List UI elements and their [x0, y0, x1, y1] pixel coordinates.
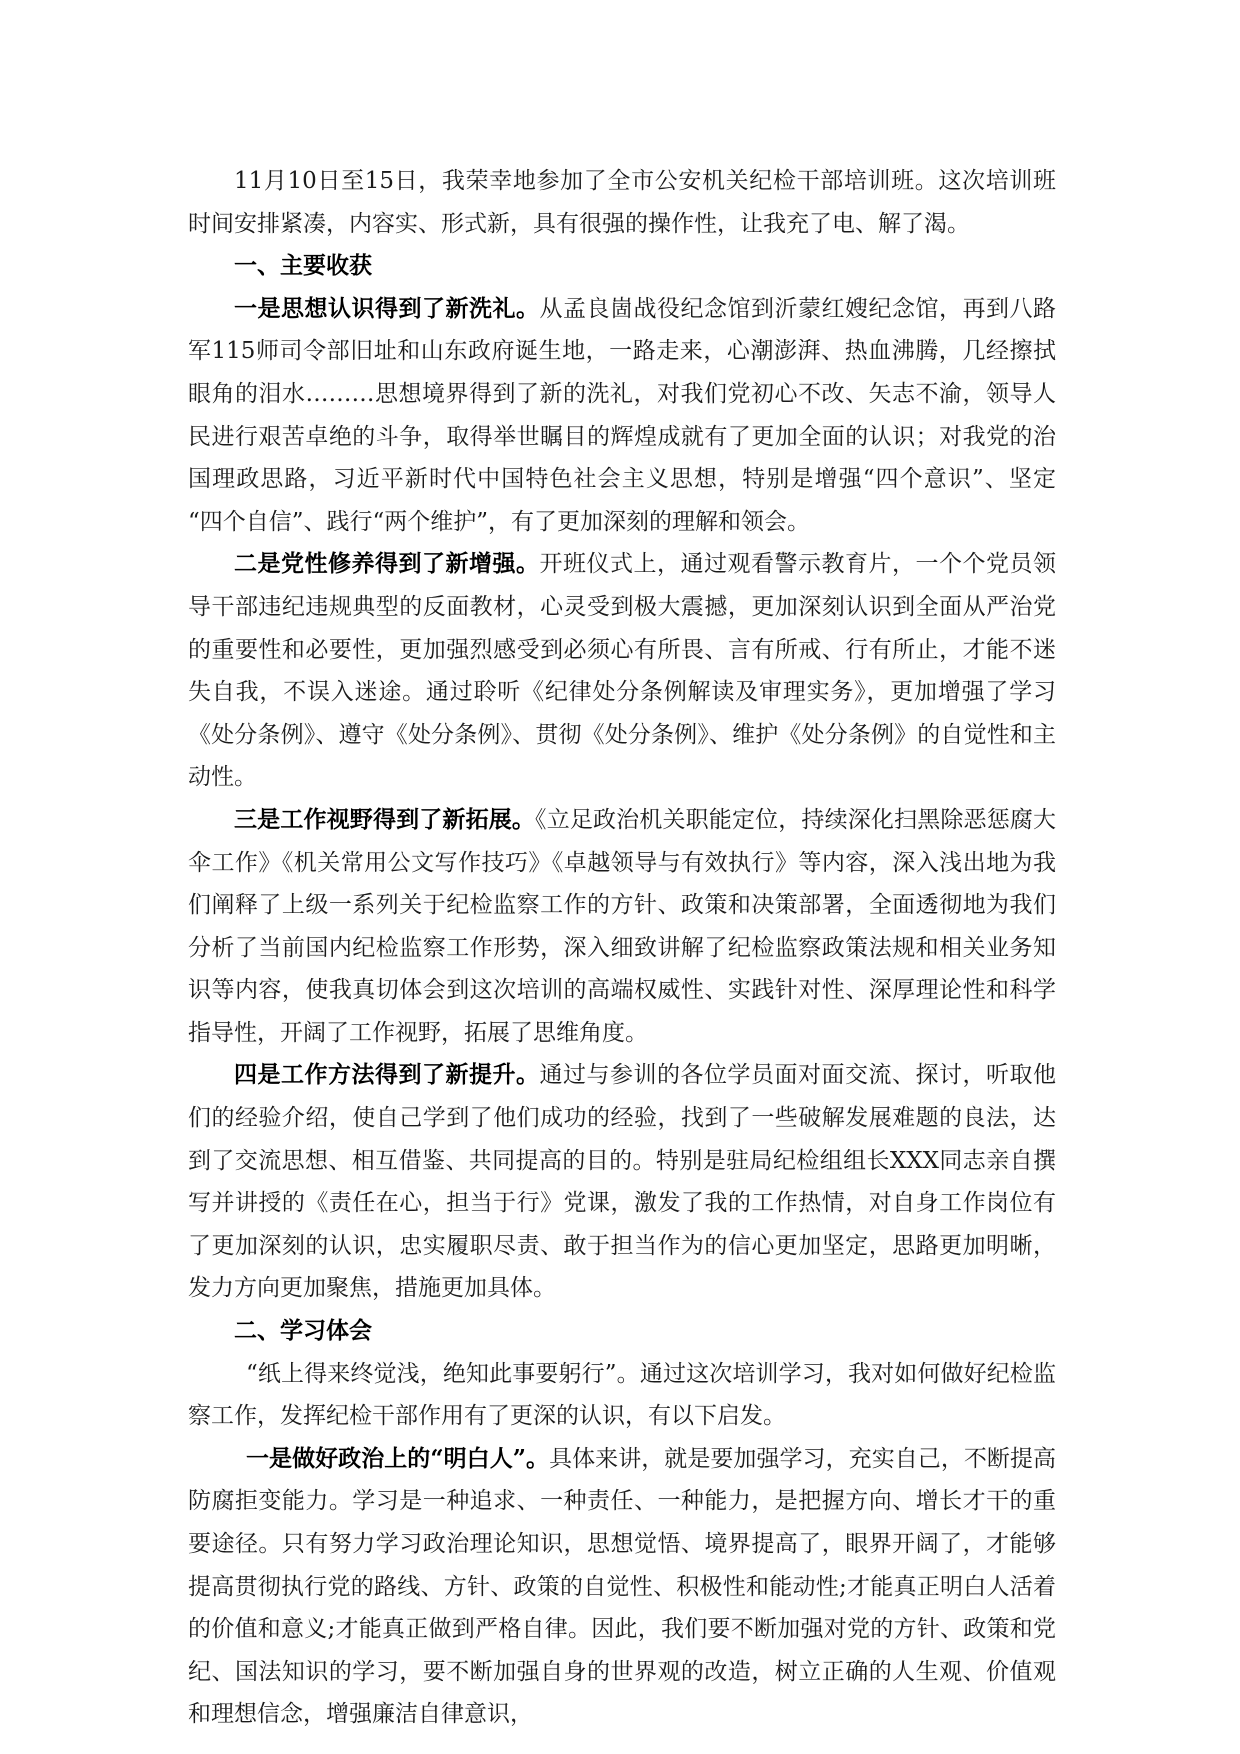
gain-body-4: 通过与参训的各位学员面对面交流、探讨，听取他们的经验介绍，使自己学到了他们成功的经验，找到了一些破解发展难题的良法，达到了交流思想、相互借鉴、共同提高的目的。特别是驻局纪检组组长XXX同志亲自撰写并讲授的《责任在心，担当于行》党课，激发了我的工作热情，对自身工作岗位有了更加深刻的认识，忠实履职尽责、敢于担当作为的信心更加坚定，思路更加明晰，发力方向更加聚焦，措施更加具体。 — [188, 1062, 1056, 1302]
insight-lead-1: 一是做好政治上的“明白人”。 — [246, 1444, 550, 1472]
document-page — [188, 160, 1056, 1736]
insight-paragraph-1 — [188, 1438, 1056, 1736]
section-heading-learning-insights: 二、学习体会 — [234, 1317, 372, 1345]
gain-lead-4: 四是工作方法得到了新提升。 — [234, 1061, 540, 1089]
gain-lead-2: 二是党性修养得到了新增强。 — [234, 550, 540, 578]
insight-body-1: 具体来讲，就是要加强学习，充实自己，不断提高防腐拒变能力。学习是一种追求、一种责任、一种能力，是把握方向、增长才干的重要途径。只有努力学习政治理论知识，思想觉悟、境界提高了，眼界开阔了，才能够提高贯彻执行党的路线、方针、政策的自觉性、积极性和能动性;才能真正明白人活着的价值和意义;才能真正做到严格自律。因此，我们要不断加强对党的方针、政策和党纪、国法知识的学习，要不断加强自身的世界观的改造，树立正确的人生观、价值观和理想信念，增强廉洁自律意识， — [188, 1445, 1056, 1728]
intro-paragraph: 11月10日至15日，我荣幸地参加了全市公安机关纪检干部培训班。这次培训班时间安排紧凑，内容实、形式新，具有很强的操作性，让我充了电、解了渴。 — [188, 168, 1056, 237]
gain-lead-3: 三是工作视野得到了新拓展。 — [234, 805, 536, 833]
gain-paragraph-1 — [188, 288, 1056, 544]
gain-body-1: 从孟良崮战役纪念馆到沂蒙红嫂纪念馆，再到八路军115师司令部旧址和山东政府诞生地，一路走来，心潮澎湃、热血沸腾，几经擦拭眼角的泪水………思想境界得到了新的洗礼，对我们党初心不改、矢志不渝，领导人民进行艰苦卓绝的斗争，取得举世瞩目的辉煌成就有了更加全面的认识；对我党的治国理政思路，习近平新时代中国特色社会主义思想，特别是增强“四个意识”、坚定 “四个自信”、践行“两个维护”，有了更加深刻的理解和领会。 — [188, 295, 1056, 535]
gain-lead-1: 一是思想认识得到了新洗礼。 — [234, 294, 540, 322]
section-heading-main-gains: 一、主要收获 — [234, 252, 372, 280]
gain-paragraph-3 — [188, 799, 1056, 1055]
gain-paragraph-4 — [188, 1054, 1056, 1310]
gain-paragraph-2 — [188, 543, 1056, 799]
gain-body-2: 开班仪式上，通过观看警示教育片，一个个党员领导干部违纪违规典型的反面教材，心灵受到极大震撼，更加深刻认识到全面从严治党的重要性和必要性，更加强烈感受到必须心有所畏、言有所戒、行有所止，才能不迷失自我，不误入迷途。通过聆听《纪律处分条例解读及审理实务》，更加增强了学习《处分条例》、遵守《处分条例》、贯彻《处分条例》、维护《处分条例》的自觉性和主动性。 — [188, 551, 1056, 791]
insights-intro-paragraph: “纸上得来终觉浅，绝知此事要躬行”。通过这次培训学习，我对如何做好纪检监察工作，发挥纪检干部作用有了更深的认识，有以下启发。 — [188, 1360, 1056, 1430]
gain-body-3: 《立足政治机关职能定位，持续深化扫黑除恶惩腐大伞工作》《机关常用公文写作技巧》《卓越领导与有效执行》等内容，深入浅出地为我们阐释了上级一系列关于纪检监察工作的方针、政策和决策部署，全面透彻地为我们分析了当前国内纪检监察工作形势，深入细致讲解了纪检监察政策法规和相关业务知识等内容，使我真切体会到这次培训的高端权威性、实践针对性、深厚理论性和科学指导性，开阔了工作视野，拓展了思维角度。 — [188, 806, 1057, 1046]
